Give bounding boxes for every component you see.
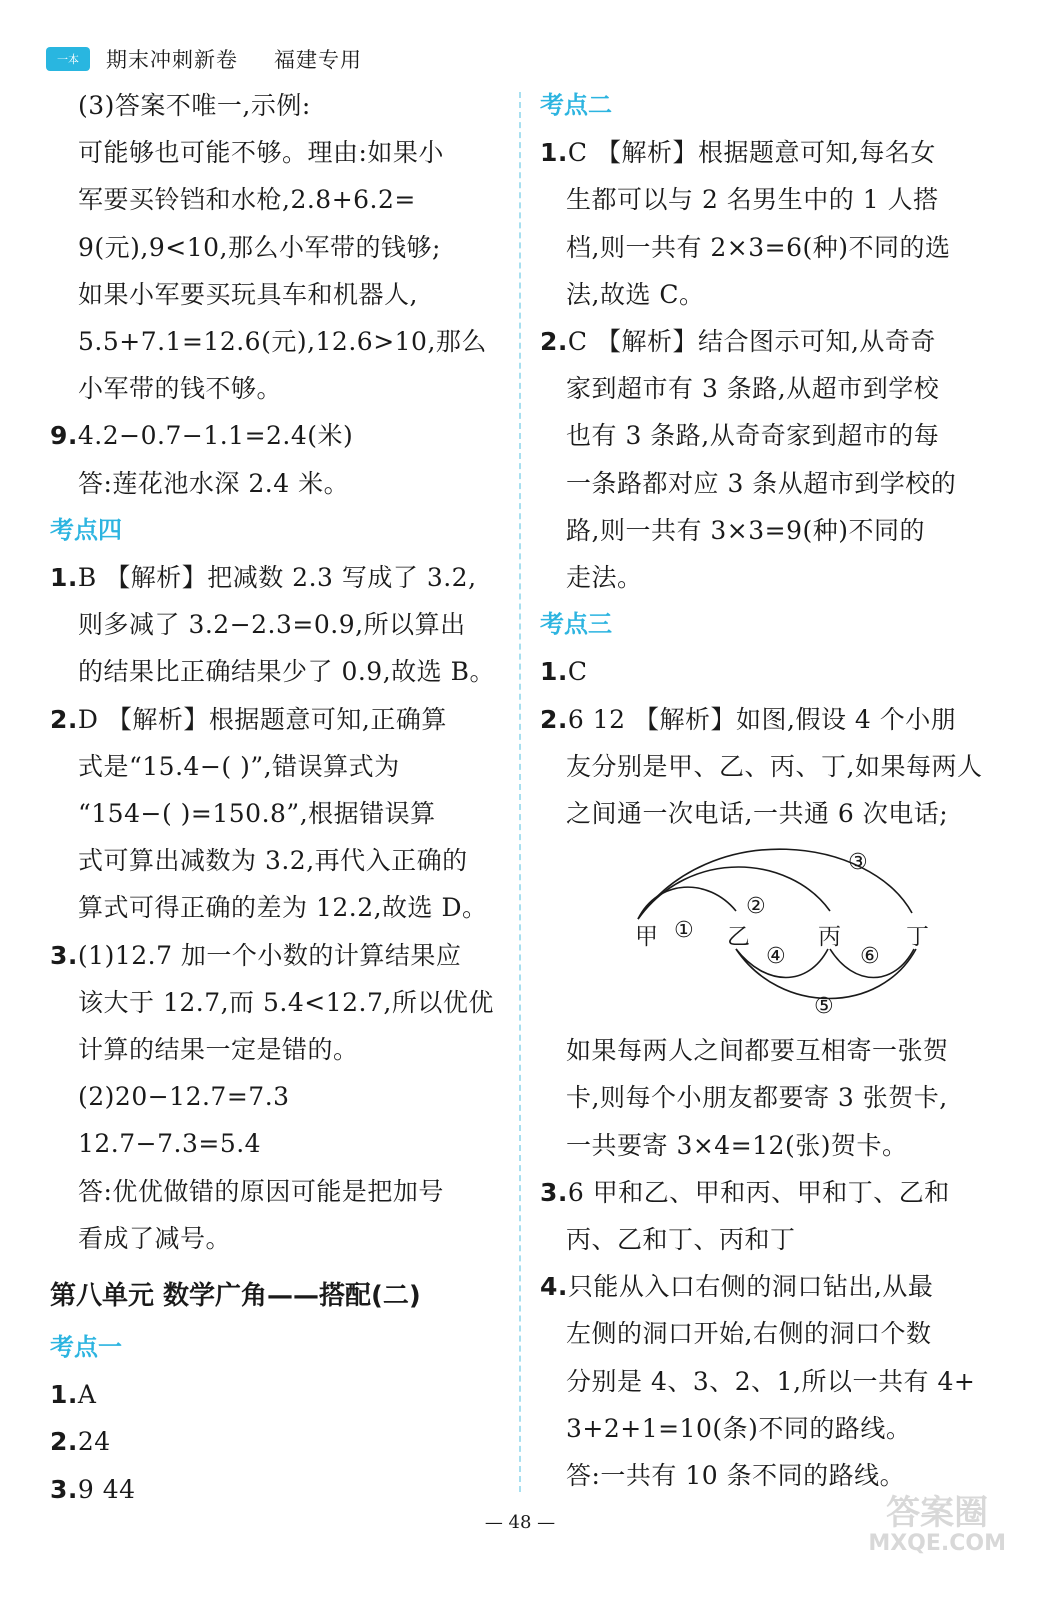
answer-line: 计算的结果一定是错的。	[78, 1035, 359, 1065]
answer-line: 一条路都对应 3 条从超市到学校的	[566, 468, 957, 498]
answer-line: 如果每两人之间都要互相寄一张贺	[566, 1036, 949, 1066]
question-2	[50, 1418, 510, 1465]
arc-1	[638, 887, 736, 919]
question-3	[50, 1466, 510, 1513]
answer-text: B 【解析】把减数 2.3 写成了 3.2,	[77, 563, 477, 593]
answer-text: 只能从入口右侧的洞口钻出,从最	[567, 1272, 934, 1302]
section-heading-kaodian1: 考点一	[50, 1333, 122, 1362]
answer-line: 如果小军要买玩具车和机器人,	[78, 279, 418, 309]
question-number: 9.	[50, 421, 78, 451]
question-number: 2.	[50, 1427, 78, 1457]
question-1	[50, 554, 510, 601]
column-divider	[519, 92, 521, 1492]
answer-line: 生都可以与 2 名男生中的 1 人搭	[566, 185, 939, 215]
book-region: 福建专用	[274, 48, 362, 72]
answer-line: 式是“15.4−( )”,错误算式为	[78, 751, 400, 781]
answer-text: 4.2−0.7−1.1=2.4(米)	[77, 421, 354, 451]
book-title: 期末冲刺新卷	[106, 48, 238, 72]
arc-3	[638, 849, 912, 919]
answer-text: 6 甲和乙、甲和丙、甲和丁、乙和	[567, 1177, 950, 1207]
call-mark: ⑥	[860, 944, 880, 970]
call-mark: ②	[746, 894, 766, 920]
answer-line: 答:优优做错的原因可能是把加号	[78, 1176, 444, 1206]
watermark	[868, 1493, 1006, 1556]
question-2	[50, 696, 510, 743]
answer-text: C 【解析】根据题意可知,每名女	[567, 138, 936, 168]
question-number: 2.	[540, 704, 568, 734]
person-label: 乙	[727, 924, 750, 951]
question-number: 1.	[540, 657, 568, 687]
answer-line: 军要买铃铛和水枪,2.8+6.2=	[78, 185, 416, 215]
answer-text: C 【解析】结合图示可知,从奇奇	[567, 327, 936, 357]
answer-line: 看成了减号。	[78, 1223, 232, 1253]
answer-line: 该大于 12.7,而 5.4<12.7,所以优优	[78, 987, 494, 1017]
call-mark: ③	[848, 850, 868, 876]
answer-line: 答:一共有 10 条不同的路线。	[566, 1461, 906, 1491]
question-number: 3.	[50, 940, 78, 970]
answer-line: 9(元),9<10,那么小军带的钱够;	[78, 232, 441, 262]
answer-line: 一共要寄 3×4=12(张)贺卡。	[566, 1130, 908, 1160]
phone-call-diagram-svg	[540, 837, 1000, 1027]
answer-text: 9 44	[77, 1474, 136, 1504]
answer-text: D 【解析】根据题意可知,正确算	[77, 704, 447, 734]
answer-line: (2)20−12.7=7.3	[78, 1082, 290, 1112]
left-column	[50, 82, 510, 1513]
question-1	[540, 648, 1000, 695]
page-number: — 48 —	[484, 1512, 556, 1533]
watermark-text: 答案圈	[886, 1493, 989, 1533]
question-number: 3.	[50, 1474, 78, 1504]
answer-line: 可能够也可能不够。理由:如果小	[78, 138, 444, 168]
answer-line: 法,故选 C。	[566, 279, 705, 309]
section-heading-kaodian3: 考点三	[540, 610, 612, 639]
question-4	[540, 1263, 1000, 1310]
question-number: 4.	[540, 1272, 568, 1302]
answer-text: 24	[77, 1427, 111, 1457]
answer-line: “154−( )=150.8”,根据错误算	[78, 799, 436, 829]
answer-line: 友分别是甲、乙、丙、丁,如果每两人	[566, 751, 983, 781]
answer-line: 式可算出减数为 3.2,再代入正确的	[78, 846, 468, 876]
page-header	[46, 44, 362, 74]
answer-line: 则多减了 3.2−2.3=0.9,所以算出	[78, 610, 466, 640]
answer-line: 12.7−7.3=5.4	[78, 1129, 262, 1159]
answer-line: 左侧的洞口开始,右侧的洞口个数	[566, 1319, 932, 1349]
answer-text: C	[567, 657, 588, 687]
answer-line: 3+2+1=10(条)不同的路线。	[566, 1413, 912, 1443]
right-column	[540, 82, 1000, 1499]
question-2	[540, 318, 1000, 365]
question-1	[50, 1371, 510, 1418]
person-label: 甲	[635, 924, 658, 951]
answer-line: 丙、乙和丁、丙和丁	[566, 1225, 796, 1255]
question-number: 2.	[540, 327, 568, 357]
question-2	[540, 696, 1000, 743]
answer-line: 家到超市有 3 条路,从超市到学校	[566, 374, 940, 404]
answer-line: 的结果比正确结果少了 0.9,故选 B。	[78, 657, 495, 687]
question-number: 1.	[50, 563, 78, 593]
answer-line: 答:莲花池水深 2.4 米。	[78, 468, 350, 498]
answer-line: 5.5+7.1=12.6(元),12.6>10,那么	[78, 327, 487, 357]
answer-line: 路,则一共有 3×3=9(种)不同的	[566, 515, 926, 545]
watermark-url: MXQE.COM	[868, 1530, 1006, 1556]
answer-line: 也有 3 条路,从奇奇家到超市的每	[566, 421, 940, 451]
question-number: 1.	[540, 138, 568, 168]
series-logo: 一本	[46, 47, 90, 71]
question-number: 1.	[50, 1380, 78, 1410]
answer-line: 档,则一共有 2×3=6(种)不同的选	[566, 232, 951, 262]
person-label: 丁	[906, 924, 929, 951]
answer-line: 卡,则每个小朋友都要寄 3 张贺卡,	[566, 1083, 948, 1113]
answer-line: 算式可得正确的差为 12.2,故选 D。	[78, 893, 488, 923]
question-1	[540, 129, 1000, 176]
answer-text: (1)12.7 加一个小数的计算结果应	[77, 940, 462, 970]
answer-text: 6 12 【解析】如图,假设 4 个小朋	[567, 704, 957, 734]
section-heading-kaodian2: 考点二	[540, 91, 612, 119]
question-number: 2.	[50, 704, 78, 734]
call-mark: ①	[674, 918, 694, 944]
answer-line: 之间通一次电话,一共通 6 次电话;	[566, 799, 949, 829]
question-3	[540, 1169, 1000, 1216]
call-mark: ⑤	[814, 994, 834, 1020]
question-number: 3.	[540, 1177, 568, 1207]
question-9	[50, 412, 510, 459]
call-mark: ④	[766, 944, 786, 970]
arc-2	[638, 867, 830, 919]
answer-line: (3)答案不唯一,示例:	[78, 91, 311, 120]
phone-call-diagram	[540, 837, 1000, 1027]
question-3	[50, 932, 510, 979]
answer-line: 走法。	[566, 563, 643, 593]
person-label: 丙	[818, 924, 841, 951]
answer-line: 小军带的钱不够。	[78, 374, 283, 404]
section-heading-kaodian4: 考点四	[50, 515, 122, 544]
answer-line: 分别是 4、3、2、1,所以一共有 4+	[566, 1366, 976, 1396]
answer-text: A	[77, 1380, 97, 1410]
unit-title: 第八单元 数学广角——搭配(二)	[50, 1281, 421, 1312]
